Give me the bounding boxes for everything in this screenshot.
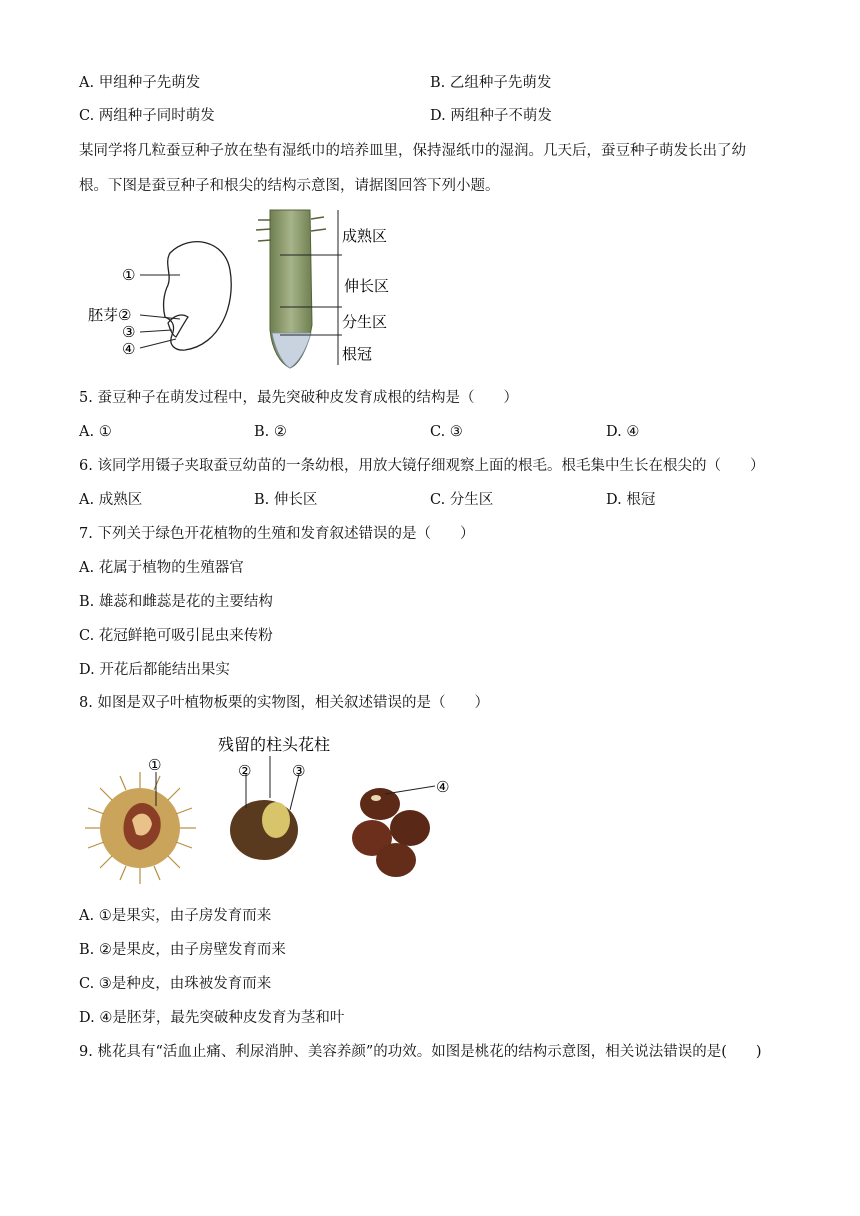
q6-option-a: A. 成熟区 <box>79 492 143 508</box>
chestnut-nut <box>230 800 298 860</box>
seed-label-3: ③ <box>122 323 136 341</box>
q6-stem: 6. 该同学用镊子夹取蚕豆幼苗的一条幼根，用放大镜仔细观察上面的根毛。根毛集中生长在根尖的（ ） <box>79 458 765 474</box>
q9-stem: 9. 桃花具有“活血止痛、利尿消肿、美容养颜”的功效。如图是桃花的结构示意图，相关说法错误的是( ) <box>79 1044 762 1060</box>
fig2-label-3: ③ <box>292 762 306 780</box>
q8-stem: 8. 如图是双子叶植物板栗的实物图，相关叙述错误的是（ ） <box>79 695 489 711</box>
root-zone-2: 伸长区 <box>344 277 390 295</box>
root-hair <box>311 229 326 231</box>
option-d: D. 两组种子不萌发 <box>430 108 552 124</box>
q8-option-c: C. ③是种皮，由珠被发育而来 <box>79 976 272 992</box>
q5-option-b: B. ② <box>254 424 287 440</box>
fig2-label-1: ① <box>148 756 162 774</box>
q6-option-c: C. 分生区 <box>430 492 494 508</box>
chestnut-burr <box>85 772 196 884</box>
root-hair <box>256 229 271 230</box>
q5-option-d: D. ④ <box>606 424 640 440</box>
q7-option-b: B. 雄蕊和雌蕊是花的主要结构 <box>79 594 273 610</box>
chestnut-hilum <box>262 802 290 838</box>
root-hair <box>311 217 324 219</box>
q7-option-a: A. 花属于植物的生殖器官 <box>79 560 244 576</box>
q8-option-d: D. ④是胚芽，最先突破种皮发育为茎和叶 <box>79 1010 345 1026</box>
q8-option-b: B. ②是果皮，由子房壁发育而来 <box>79 942 286 958</box>
q6-option-b: B. 伸长区 <box>254 492 318 508</box>
q5-stem: 5. 蚕豆种子在萌发过程中，最先突破种皮发育成根的结构是（ ） <box>79 390 518 406</box>
fig2-label-2: ② <box>238 762 252 780</box>
root-zone-4: 根冠 <box>342 345 373 363</box>
fig2-label-4: ④ <box>436 778 450 796</box>
chestnut-group <box>352 788 430 877</box>
q5-option-c: C. ③ <box>430 424 463 440</box>
option-b: B. 乙组种子先萌发 <box>430 75 552 91</box>
seed-root-figure <box>80 205 410 375</box>
leader-line-3 <box>140 330 172 332</box>
seed-label-4: ④ <box>122 340 136 358</box>
q5-option-a: A. ① <box>79 424 112 440</box>
root-hair <box>258 240 271 241</box>
root-zone-3: 分生区 <box>342 313 388 331</box>
seed-outline <box>164 242 232 350</box>
fig2-caption: 残留的柱头花柱 <box>218 735 331 754</box>
stem-line-1: 某同学将几粒蚕豆种子放在垫有湿纸巾的培养皿里，保持湿纸巾的湿润。几天后，蚕豆种子萌发长出了幼 <box>79 143 746 159</box>
q7-stem: 7. 下列关于绿色开花植物的生殖和发育叙述错误的是（ ） <box>79 526 475 542</box>
q7-option-c: C. 花冠鲜艳可吸引昆虫来传粉 <box>79 628 273 644</box>
stem-line-2: 根。下图是蚕豆种子和根尖的结构示意图，请据图回答下列小题。 <box>79 178 500 194</box>
q8-option-a: A. ①是果实，由子房发育而来 <box>79 908 272 924</box>
seed-label-1: ① <box>122 266 136 284</box>
chestnut-figure <box>80 728 480 888</box>
q7-option-d: D. 开花后都能结出果实 <box>79 662 230 678</box>
seed-label-embryo: 胚芽② <box>88 306 132 324</box>
leader-line-4 <box>140 339 176 348</box>
option-c: C. 两组种子同时萌发 <box>79 108 215 124</box>
leader-line-4 <box>385 786 435 794</box>
q6-option-d: D. 根冠 <box>606 492 656 508</box>
option-a: A. 甲组种子先萌发 <box>79 75 201 91</box>
root-zone-1: 成熟区 <box>342 227 388 245</box>
